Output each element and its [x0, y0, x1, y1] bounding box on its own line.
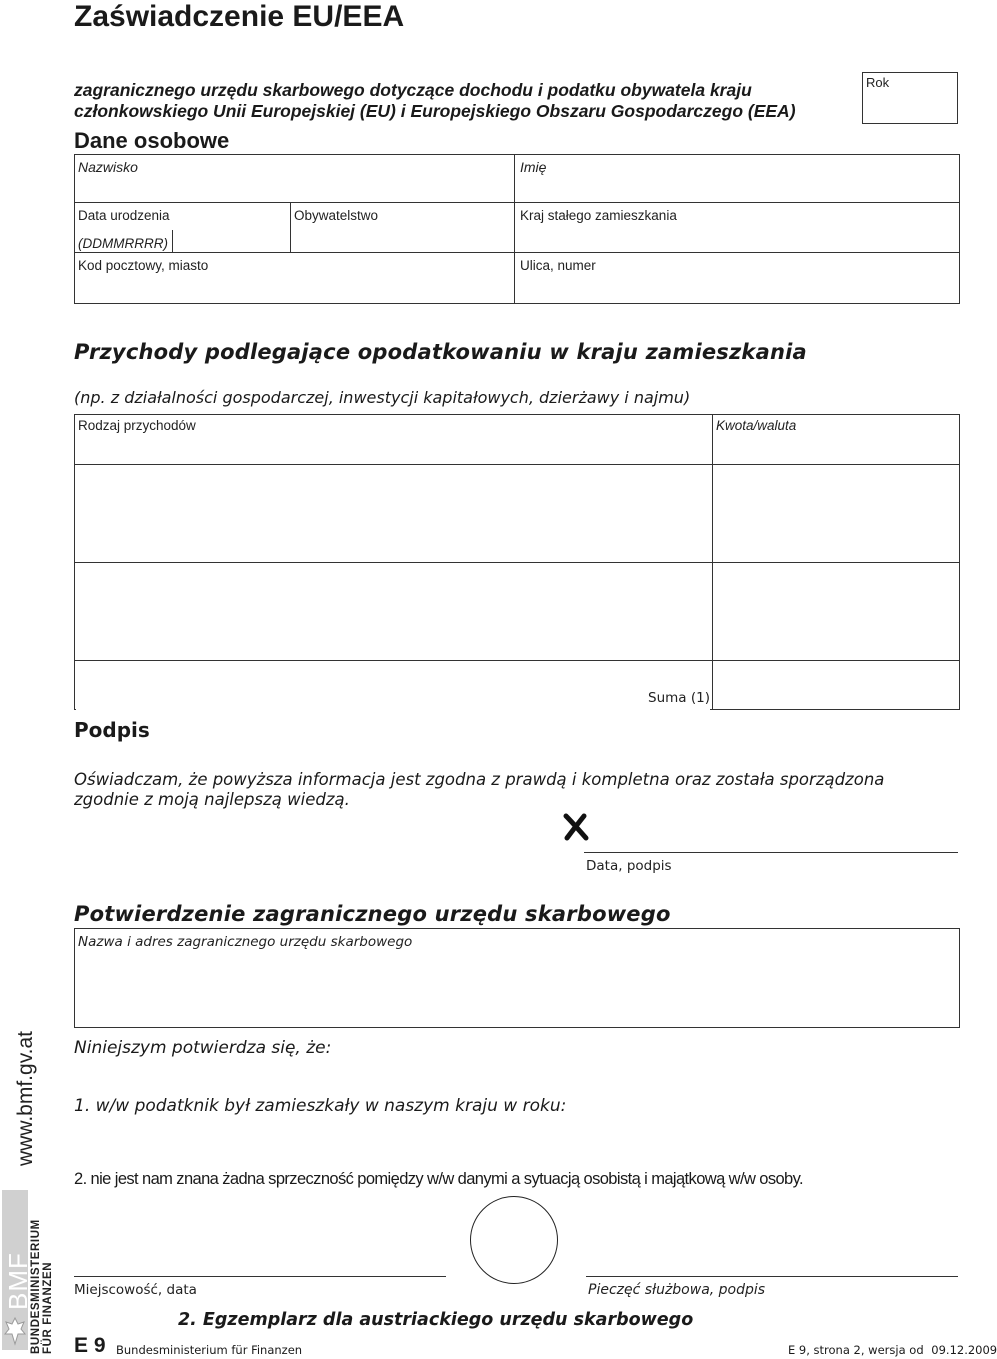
- postal-city-input[interactable]: [76, 278, 512, 302]
- income-note: (np. z działalności gospodarczej, inwestycji kapitałowych, dzierżawy i najmu): [74, 388, 691, 407]
- page-info: [788, 1343, 997, 1357]
- version-date: 09.12.2009: [931, 1343, 997, 1357]
- divider: [514, 154, 515, 202]
- copy-note: 2. Egzemplarz dla austriackiego urzędu skarbowego: [178, 1310, 694, 1330]
- confirmation-heading: Potwierdzenie zagranicznego urzędu skarbowego: [74, 902, 671, 926]
- form-code: E 9: [74, 1334, 106, 1357]
- confirm-item-2: 2. nie jest nam znana żadna sprzeczność pomiędzy w/w danymi a sytuacją osobistą i majątkową w/w osoby.: [74, 1170, 804, 1188]
- website-url: www.bmf.gv.at: [14, 1031, 37, 1166]
- bmf-ministry-line-2: FÜR FINANZEN: [42, 1261, 54, 1354]
- bmf-ministry-text: [30, 1219, 54, 1354]
- subtitle-line-1: zagranicznego urzędu skarbowego dotyczące dochodu i podatku obywatela kraju: [74, 80, 752, 100]
- signature-heading: Podpis: [74, 718, 150, 742]
- street-input[interactable]: [516, 278, 958, 302]
- divider: [514, 202, 515, 304]
- income-amount-row-2[interactable]: [714, 564, 958, 658]
- stamp-circle: [470, 1196, 558, 1284]
- sum-label: Suma (1): [648, 690, 710, 706]
- income-type-row-2[interactable]: [76, 564, 710, 658]
- birthdate-format: (DDMMRRRR): [78, 236, 168, 251]
- firstname-input[interactable]: [516, 178, 958, 200]
- page-title: Zaświadczenie EU/EEA: [74, 0, 405, 33]
- birthdate-input[interactable]: [176, 228, 288, 250]
- birthdate-label: Data urodzenia: [78, 208, 170, 223]
- office-label: Nazwa i adres zagranicznego urzędu skarbowego: [78, 934, 413, 950]
- firstname-label: Imię: [520, 159, 547, 175]
- postal-city-label: Kod pocztowy, miasto: [78, 258, 209, 273]
- confirm-intro: Niniejszym potwierdza się, że:: [74, 1038, 332, 1058]
- divider: [74, 464, 960, 465]
- personal-data-heading: Dane osobowe: [74, 128, 230, 153]
- income-heading: Przychody podlegające opodatkowaniu w kraju zamieszkania: [74, 340, 807, 364]
- income-type-header: Rodzaj przychodów: [78, 418, 196, 433]
- divider: [74, 252, 960, 253]
- page-info-text: E 9, strona 2, wersja od: [788, 1343, 924, 1357]
- confirm-item-1: 1. w/w podatknik był zamieszkały w naszym kraju w roku:: [74, 1096, 567, 1116]
- income-type-row-1[interactable]: [76, 466, 710, 560]
- date-signature-input[interactable]: [584, 826, 958, 850]
- divider: [74, 202, 960, 203]
- place-date-line: [74, 1276, 446, 1277]
- stamp-signature-line: [586, 1276, 958, 1277]
- residence-country-input[interactable]: [516, 228, 958, 250]
- stamp-signature-input[interactable]: [586, 1250, 958, 1274]
- divider: [172, 230, 173, 252]
- year-input[interactable]: [864, 92, 956, 122]
- divider: [74, 562, 960, 563]
- eagle-icon: [4, 1316, 26, 1346]
- date-signature-label: Data, podpis: [586, 858, 672, 874]
- surname-input[interactable]: [76, 178, 512, 200]
- citizenship-input[interactable]: [292, 228, 512, 250]
- street-label: Ulica, numer: [520, 258, 596, 273]
- place-date-label: Miejscowość, data: [74, 1282, 197, 1298]
- subtitle-line-2: członkowskiego Unii Europejskiej (EU) i Europejskiego Obszaru Gospodarczego (EEA): [74, 101, 796, 121]
- surname-label: Nazwisko: [78, 159, 138, 175]
- signature-statement-line-2: zgodnie z moją najlepszą wiedzą.: [74, 790, 350, 809]
- signature-statement-line-1: Oświadczam, że powyższa informacja jest zgodna z prawdą i kompletna oraz została sporządzona: [74, 770, 885, 789]
- divider: [290, 202, 291, 252]
- divider: [74, 660, 960, 661]
- office-input[interactable]: [76, 952, 958, 1026]
- bmf-ministry-line-1: BUNDESMINISTERIUM: [30, 1219, 42, 1354]
- residence-year-input[interactable]: [574, 1094, 958, 1118]
- income-amount-header: Kwota/waluta: [716, 418, 797, 433]
- residence-country-label: Kraj stałego zamieszkania: [520, 208, 677, 223]
- form-subtitle: [74, 80, 796, 122]
- sum-input[interactable]: [714, 662, 958, 708]
- year-label: Rok: [866, 75, 890, 90]
- citizenship-label: Obywatelstwo: [294, 208, 379, 223]
- bmf-logo-text: BMF: [3, 1252, 33, 1310]
- ministry-name: Bundesministerium für Finanzen: [116, 1343, 303, 1357]
- income-amount-row-1[interactable]: [714, 466, 958, 560]
- place-date-input[interactable]: [74, 1250, 446, 1274]
- mask: [76, 662, 710, 712]
- stamp-signature-label: Pieczęć służbowa, podpis: [588, 1282, 766, 1298]
- signature-line: [584, 852, 958, 853]
